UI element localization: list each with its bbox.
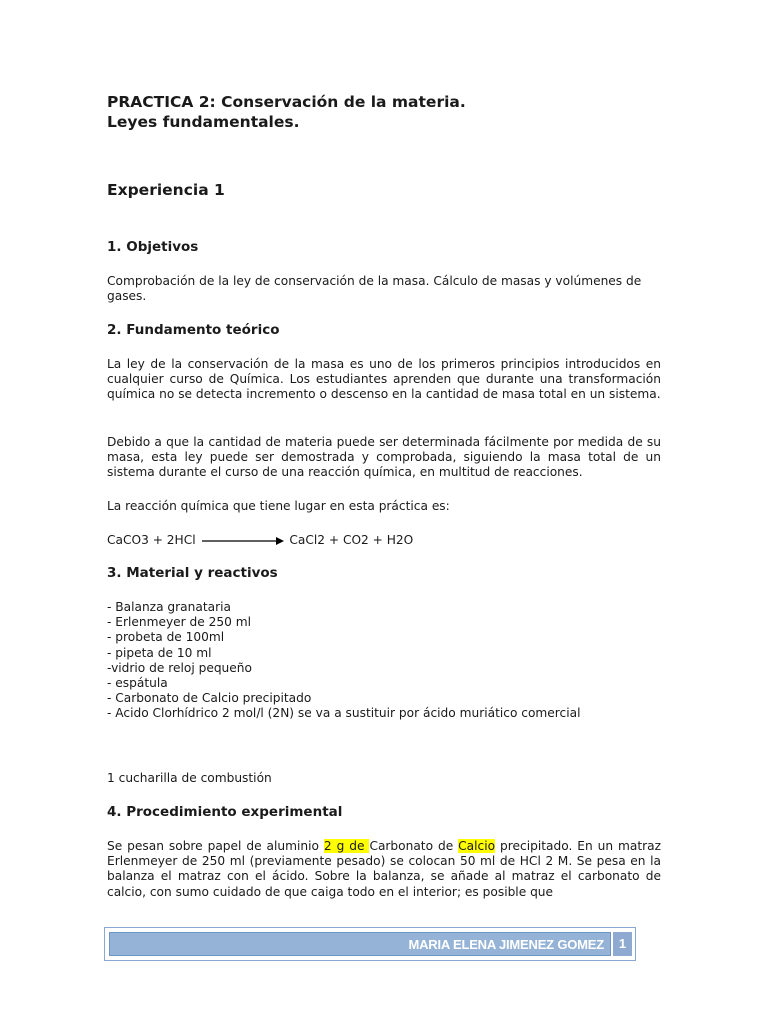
list-item: -vidrio de reloj pequeño — [107, 660, 252, 675]
page-number: 1 — [613, 932, 632, 956]
reaction-arrow-icon — [202, 536, 284, 546]
fundamento-paragraph-1: La ley de la conservación de la masa es uno de los primeros principios introducidos en cualquier curso de Química. Los estudiantes aprenden que durante una transformación química no se detecta incremento o descenso en la cantidad de masa total en un sistema. — [107, 357, 661, 402]
highlight-mass: 2 g de — [323, 839, 370, 853]
list-item: - Carbonato de Calcio precipitado — [107, 691, 312, 706]
list-item: - Acido Clorhídrico 2 mol/l (2N) se va a sustituir por ácido muriático comercial — [107, 706, 581, 721]
fundamento-paragraph-2: Debido a que la cantidad de materia puede ser determinada fácilmente por medida de su masa, esta ley puede ser demostrada y comprobada, siguiendo la masa total de un sistema durante el curso de una reacción química, en multitud de reacciones. — [107, 435, 661, 480]
list-item: - espátula — [107, 676, 168, 691]
objetivos-heading: 1. Objetivos — [107, 239, 199, 255]
document-title — [107, 92, 466, 132]
procedimiento-text-3: precipitado. En un matraz Erlenmeyer de 250 ml (previamente pesado) se colocan 50 ml de HCl 2 M. Se pesa en la balanza el matraz con el ácido. Sobre la balanza, se añade al matraz el carbonato de calcio, con sumo cuidado de que caiga todo en el interior; es posible que — [107, 839, 661, 899]
procedimiento-text — [107, 839, 661, 900]
page-footer — [104, 927, 636, 961]
title-line-1: PRACTICA 2: Conservación de la materia. — [107, 93, 466, 111]
reaction-reactants: CaCO3 + 2HCl — [107, 533, 196, 547]
highlight-calcio: Calcio — [458, 839, 496, 853]
title-line-2: Leyes fundamentales. — [107, 113, 300, 131]
fundamento-paragraph-3: La reacción química que tiene lugar en esta práctica es: — [107, 499, 450, 513]
reaction-products: CaCl2 + CO2 + H2O — [289, 533, 414, 547]
list-item: - pipeta de 10 ml — [107, 645, 212, 660]
objetivos-text: Comprobación de la ley de conservación de la masa. Cálculo de masas y volúmenes de gases. — [107, 274, 642, 304]
procedimiento-heading: 4. Procedimiento experimental — [107, 804, 343, 820]
reaction-equation — [107, 532, 413, 548]
list-item: - Balanza granataria — [107, 600, 231, 614]
footer-author: MARIA ELENA JIMENEZ GOMEZ — [408, 937, 604, 952]
list-item: - probeta de 100ml — [107, 630, 225, 645]
material-extra-item: 1 cucharilla de combustión — [107, 771, 272, 785]
footer-author-bar — [109, 932, 611, 956]
material-heading: 3. Material y reactivos — [107, 565, 278, 581]
material-list — [107, 600, 581, 722]
list-item: - Erlenmeyer de 250 ml — [107, 615, 252, 630]
experience-heading: Experiencia 1 — [107, 181, 225, 199]
fundamento-heading: 2. Fundamento teórico — [107, 322, 280, 338]
procedimiento-text-2: Carbonato de — [369, 839, 459, 853]
procedimiento-text-1: Se pesan sobre papel de aluminio — [107, 839, 324, 853]
